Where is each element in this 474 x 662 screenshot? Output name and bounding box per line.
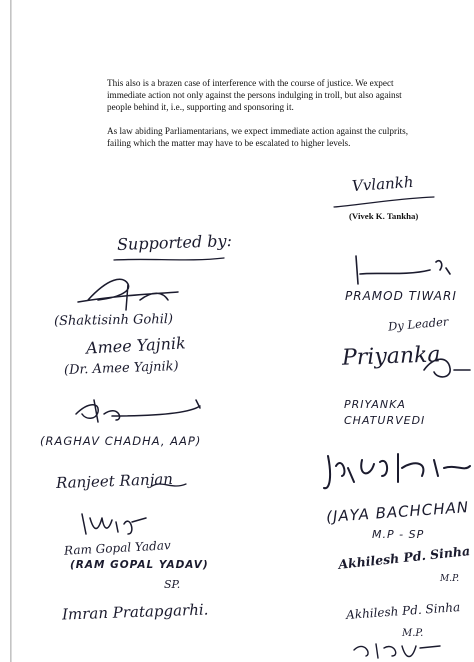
letter-paragraph-1: This also is a brazen case of interference with the course of justice. We expect immediate action not only against the persons indulging in troll, but also against people behind it, i.e., supporting and sponsoring it. bbox=[107, 78, 402, 112]
letter-paragraph-2: As law abiding Parliamentarians, we expect immediate action against the culprits, failing which the matter may have to be escalated to higher levels. bbox=[107, 126, 409, 148]
supported-by-underline bbox=[110, 252, 230, 268]
chaturvedi-signature-tail bbox=[420, 350, 474, 386]
sinha-designation-1: M.P. bbox=[440, 574, 460, 584]
sinha-signature-1: Akhilesh Pd. Sinha bbox=[337, 543, 471, 572]
tiwari-name-note: PRAMOD TIWARI bbox=[345, 289, 457, 303]
ram-gopal-party: SP. bbox=[164, 578, 181, 591]
sinha-signature-2: Akhilesh Pd. Sinha bbox=[345, 600, 461, 622]
chaturvedi-name-note: PRIYANKA CHATURVEDI bbox=[344, 398, 426, 427]
ram-gopal-name-note: (RAM GOPAL YADAV) bbox=[70, 559, 209, 571]
yajnik-signature: Amee Yajnik bbox=[85, 333, 187, 358]
ram-gopal-signature: Ram Gopal Yadav bbox=[63, 538, 172, 558]
supported-by-heading: Supported by: bbox=[116, 231, 233, 254]
imran-signature: Imran Pratapgarhi. bbox=[61, 600, 209, 624]
chadha-signature-scribble bbox=[68, 392, 208, 428]
bachchan-signature-scribble bbox=[318, 446, 474, 496]
chaturvedi-signature: Priyanka bbox=[341, 342, 441, 371]
sinha-designation-2: M.P. bbox=[402, 628, 424, 639]
signature-scribble-last bbox=[350, 634, 450, 662]
tankha-signature: Vvlankh bbox=[351, 172, 415, 196]
ranjan-signature-tail bbox=[150, 476, 190, 496]
chadha-name-note: (RAGHAV CHADHA, AAP) bbox=[40, 434, 202, 448]
page-edge-shadow bbox=[10, 0, 12, 662]
yajnik-name-note: (Dr. Amee Yajnik) bbox=[63, 359, 179, 378]
bachchan-name-note: (JAYA BACHCHAN bbox=[325, 498, 470, 526]
gohil-name-note: (Shaktisinh Gohil) bbox=[53, 311, 174, 330]
ranjan-signature: Ranjeet Ranjan bbox=[55, 469, 174, 493]
bachchan-designation: M.P - SP bbox=[372, 528, 425, 541]
signature-scribble-5 bbox=[76, 504, 156, 540]
tiwari-signature-scribble bbox=[346, 250, 456, 290]
tiwari-designation: Dy Leader bbox=[387, 314, 449, 334]
signatory-name: (Vivek K. Tankha) bbox=[349, 211, 419, 221]
